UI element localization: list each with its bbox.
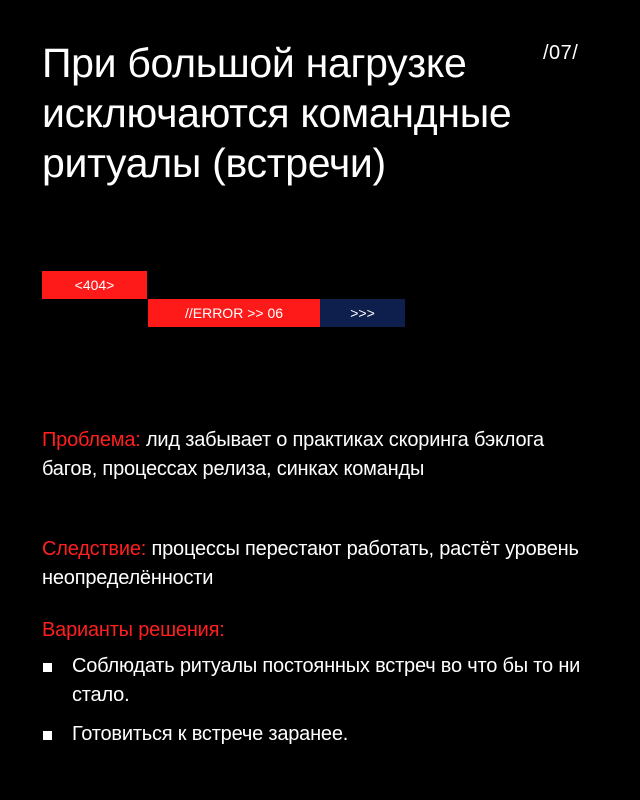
- solutions-list: [42, 652, 602, 759]
- problem-label: Проблема:: [42, 429, 141, 451]
- slide-title: При большой нагрузке исключаются командные ритуалы (встречи): [42, 40, 512, 186]
- square-bullet-icon: [43, 663, 52, 672]
- page-number: /07/: [543, 42, 579, 64]
- list-item: [42, 720, 602, 749]
- list-item-text: Готовиться к встрече заранее.: [72, 723, 349, 745]
- list-item-text: Соблюдать ритуалы постоянных встреч во что бы то ни стало.: [72, 655, 581, 706]
- problem-text: лид забывает о практиках скоринга бэклога багов, процессах релиза, синках команды: [42, 429, 544, 480]
- solutions-label: Варианты решения:: [42, 619, 225, 641]
- tag-error: //ERROR >> 06: [148, 299, 320, 327]
- consequence-text: процессы перестают работать, растёт уровень неопределённости: [42, 538, 579, 589]
- consequence-block: [42, 535, 602, 593]
- tag-404: <404>: [42, 271, 147, 299]
- consequence-label: Следствие:: [42, 538, 147, 560]
- problem-block: [42, 426, 602, 484]
- tag-arrows: >>>: [320, 299, 405, 327]
- square-bullet-icon: [43, 731, 52, 740]
- list-item: [42, 652, 602, 710]
